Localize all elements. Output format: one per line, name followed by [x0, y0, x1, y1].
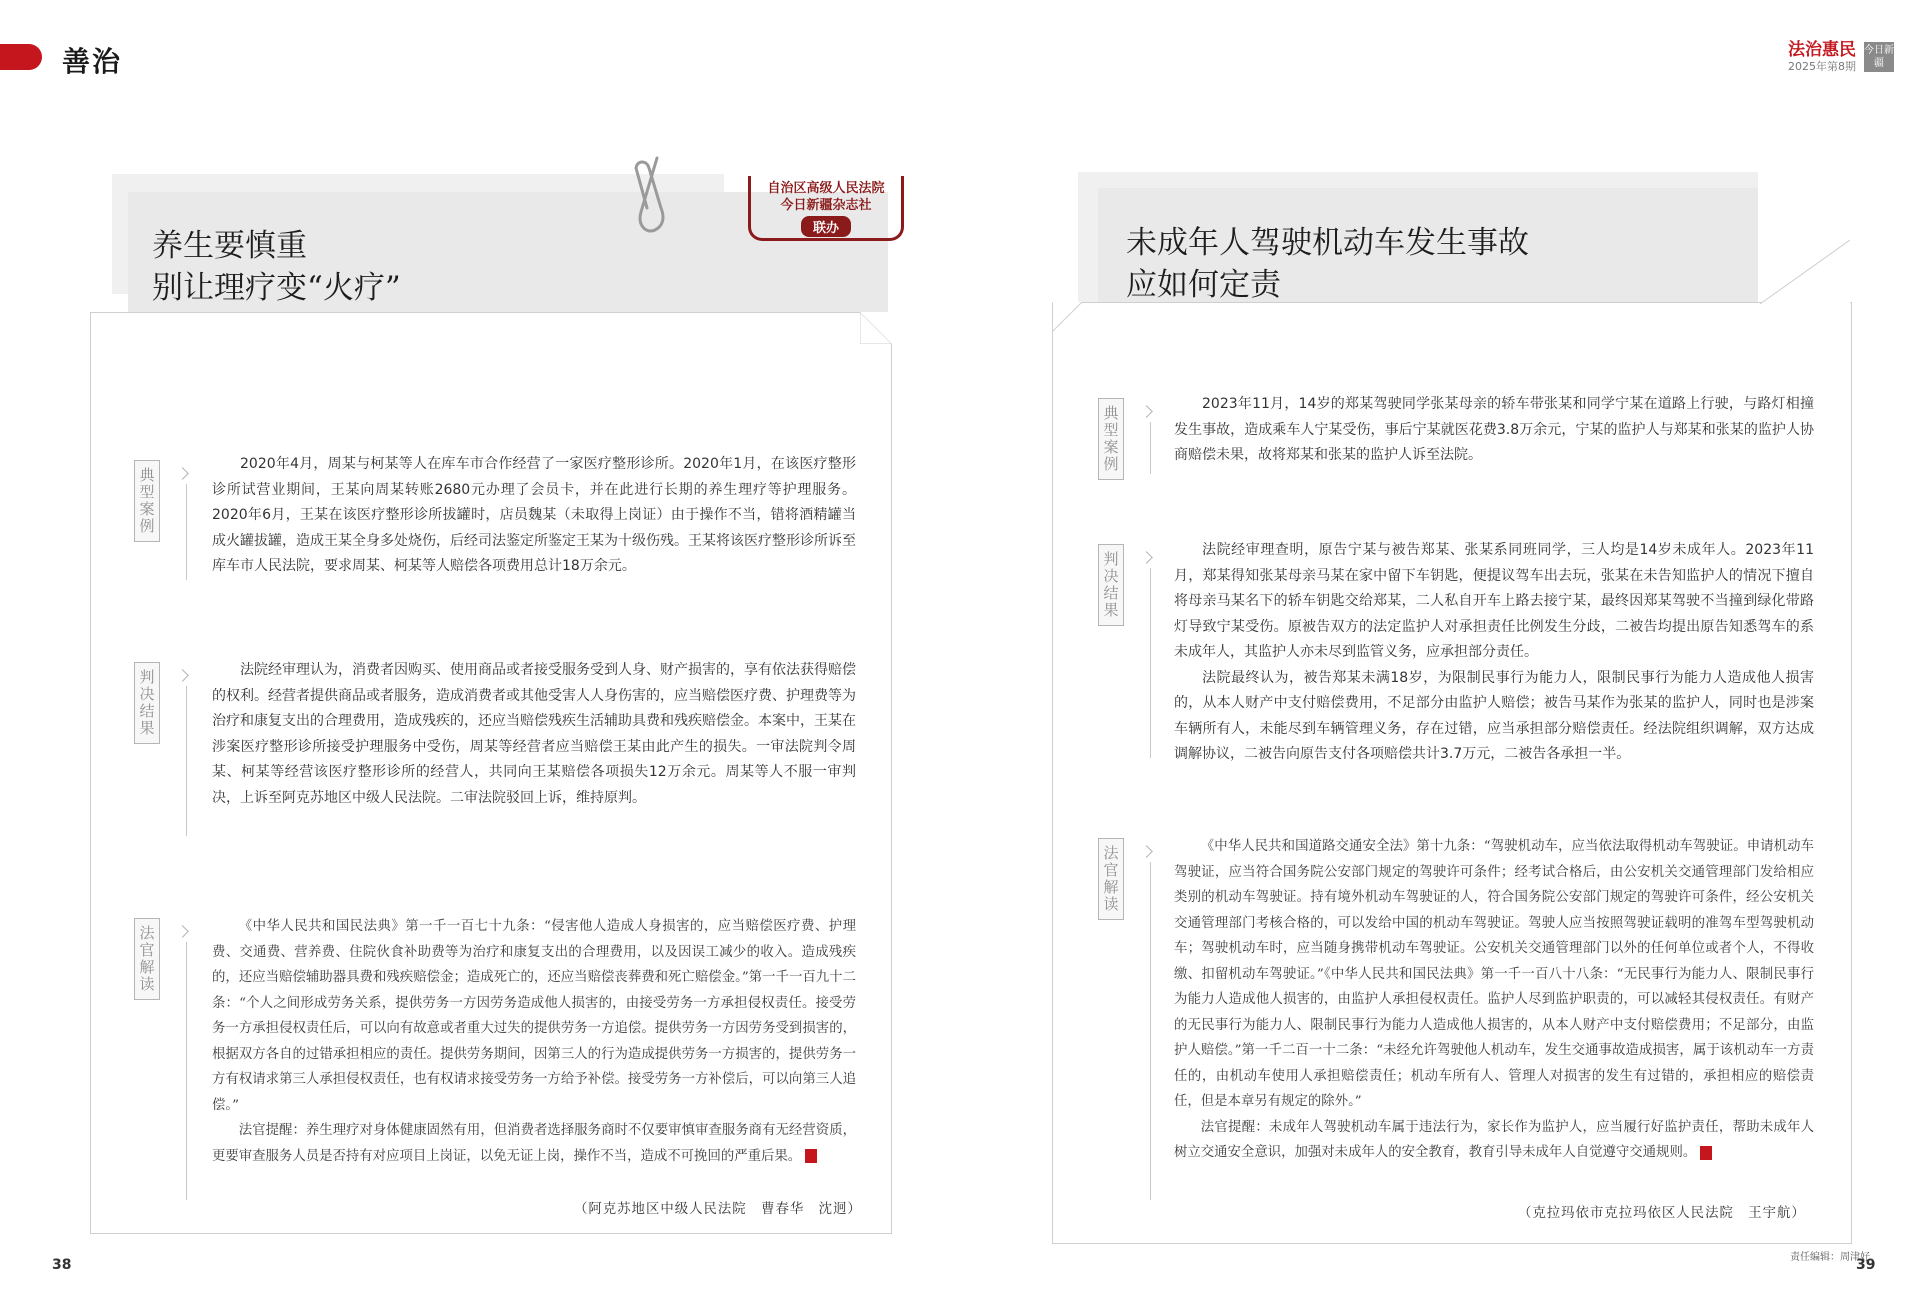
badge-joint: 联办 — [801, 216, 851, 237]
right-title-line1: 未成年人驾驶机动车发生事故 — [1126, 225, 1529, 261]
left-tab-judge: 法官解读 — [134, 918, 160, 1000]
right-credit: （克拉玛依市克拉玛依区人民法院 王宇航） — [1518, 1206, 1806, 1221]
left-tab-case-line — [186, 484, 187, 580]
right-tab-verdict: 判决结果 — [1098, 544, 1124, 626]
left-fold-corner — [860, 312, 892, 344]
right-tab-case-line — [1150, 422, 1151, 474]
right-verdict-paragraph-2: 法院最终认为，被告郑某未满18岁，为限制民事行为能力人，限制民事行为能力人造成他人损害的，从本人财产中支付赔偿费用，不足部分由监护人赔偿；被告马某作为张某的监护人，同时也是涉案车辆所有人，未能尽到车辆管理义务，存在过错，应当承担部分赔偿责任。经法院组织调解，双方达成调解协议，二被告向原告支付各项赔偿共计3.7万元，二被告各承担一半。 — [1174, 669, 1814, 762]
right-law-text — [1174, 834, 1814, 1166]
section-title: 善治 — [62, 45, 123, 78]
right-tab-judge-line — [1150, 862, 1151, 1200]
brand-name: 法治惠民 — [1788, 40, 1856, 60]
right-tip-text: 法官提醒：未成年人驾驶机动车属于违法行为，家长作为监护人，应当履行好监护责任，帮助未成年人树立交通安全意识，加强对未成年人的安全教育，教育引导未成年人自觉遵守交通规则。 — [1174, 1119, 1814, 1160]
brand-issue: 2025年第8期 — [1788, 60, 1856, 73]
section-marker — [0, 44, 42, 70]
left-tab-verdict: 判决结果 — [134, 662, 160, 744]
right-verdict-paragraph-1: 法院经审理查明，原告宁某与被告郑某、张某系同班同学，三人均是14岁未成年人。2023年11月，郑某得知张某母亲马某在家中留下车钥匙，便提议驾车出去玩，张某在未告知监护人的情况下擅自将母亲马某名下的轿车钥匙交给郑某，二人私自开车上路去接宁某，最终因郑某驾驶不当撞到绿化带路灯导致宁某受伤。原被告双方的法定监护人对承担责任比例发生分歧，二被告均提出原告知悉驾车的系未成年人，其监护人亦未尽到监管义务，应承担部分责任。 — [1174, 542, 1814, 660]
right-tab-verdict-line — [1150, 568, 1151, 758]
left-tab-case: 典型案例 — [134, 460, 160, 542]
left-verdict-paragraph: 法院经审理认为，消费者因购买、使用商品或者接受服务受到人身、财产损害的，享有依法获得赔偿的权利。经营者提供商品或者服务，造成消费者或其他受害人人身伤害的，应当赔偿医疗费、护理费等为治疗和康复支出的合理费用，造成残疾的，还应当赔偿残疾生活辅助具费和残疾赔偿金。本案中，王某在涉案医疗整形诊所接受护理服务中受伤，周某等经营者应当赔偿王某由此产生的损失。一审法院判令周某、柯某等经营该医疗整形诊所的经营人，共同向王某赔偿各项损失12万余元。周某等人不服一审判决，上诉至阿克苏地区中级人民法院。二审法院驳回上诉，维持原判。 — [212, 662, 856, 806]
left-tab-judge-line — [186, 942, 187, 1200]
left-credit: （阿克苏地区中级人民法院 曹春华 沈迥） — [574, 1202, 862, 1217]
left-law-text — [212, 914, 856, 1169]
right-fold-corner — [1052, 302, 1082, 332]
right-article-title — [1126, 222, 1726, 306]
right-page-number: 39 — [1856, 1257, 1876, 1273]
left-tab-verdict-line — [186, 686, 187, 836]
left-tip-text: 法官提醒：养生理疗对身体健康固然有用，但消费者选择服务商时不仅要审慎审查服务商有无经营资质，更要审查服务人员是否持有对应项目上岗证，以免无证上岗，操作不当，造成不可挽回的严重后果。 — [212, 1123, 856, 1164]
left-article-title — [152, 225, 672, 309]
end-mark-icon — [1700, 1146, 1712, 1160]
left-case-text — [212, 452, 856, 580]
right-case-paragraph: 2023年11月，14岁的郑某驾驶同学张某母亲的轿车带张某和同学宁某在道路上行驶，与路灯相撞发生事故，造成乘车人宁某受伤，事后宁某就医花费3.8万余元，宁某的监护人与郑某和张某的监护人协商赔偿未果，故将郑某和张某的监护人诉至法院。 — [1174, 396, 1814, 463]
co-host-badge — [748, 176, 904, 241]
left-verdict-text — [212, 658, 856, 811]
left-title-line1: 养生要慎重 — [152, 228, 307, 264]
right-title-line2: 应如何定责 — [1126, 267, 1281, 303]
right-verdict-text — [1174, 538, 1814, 768]
right-frame-notch — [1760, 240, 1850, 304]
left-law-paragraph: 《中华人民共和国民法典》第一千一百七十九条：“侵害他人造成人身损害的，应当赔偿医疗费、护理费、交通费、营养费、住院伙食补助费等为治疗和康复支出的合理费用，以及因误工减少的收入。造成残疾的，还应当赔偿辅助器具费和残疾赔偿金；造成死亡的，还应当赔偿丧葬费和死亡赔偿金。”第一千一百九十二条：“个人之间形成劳务关系，提供劳务一方因劳务造成他人损害的，由接受劳务一方承担侵权责任。接受劳务一方承担侵权责任后，可以向有故意或者重大过失的提供劳务一方追偿。提供劳务一方因劳务受到损害的，根据双方各自的过错承担相应的责任。提供劳务期间，因第三人的行为造成提供劳务一方损害的，提供劳务一方有权请求第三人承担侵权责任，也有权请求接受劳务一方给予补偿。接受劳务一方补偿后，可以向第三人追偿。” — [212, 919, 856, 1113]
right-tab-judge: 法官解读 — [1098, 838, 1124, 920]
brand-logo: 今日新疆 — [1864, 42, 1894, 72]
left-title-line2: 别让理疗变“火疗” — [152, 270, 401, 306]
badge-line2: 今日新疆杂志社 — [780, 198, 872, 213]
left-tip-paragraph — [212, 1118, 856, 1169]
right-law-paragraph: 《中华人民共和国道路交通安全法》第十九条：“驾驶机动车，应当依法取得机动车驾驶证。申请机动车驾驶证，应当符合国务院公安部门规定的驾驶许可条件；经考试合格后，由公安机关交通管理部门发给相应类别的机动车驾驶证。持有境外机动车驾驶证的人，符合国务院公安部门规定的驾驶许可条件，经公安机关交通管理部门考核合格的，可以发给中国的机动车驾驶证。驾驶人应当按照驾驶证载明的准驾车型驾驶机动车；驾驶机动车时，应当随身携带机动车驾驶证。公安机关交通管理部门以外的任何单位或者个人，不得收缴、扣留机动车驾驶证。”《中华人民共和国民法典》第一千一百八十八条：“无民事行为能力人、限制民事行为能力人造成他人损害的，由监护人承担侵权责任。监护人尽到监护职责的，可以减轻其侵权责任。有财产的无民事行为能力人、限制民事行为能力人造成他人损害的，从本人财产中支付赔偿费用；不足部分，由监护人赔偿。”第一千二百一十二条：“未经允许驾驶他人机动车，发生交通事故造成损害，属于该机动车一方责任的，由机动车使用人承担赔偿责任；机动车所有人、管理人对损害的发生有过错的，承担相应的赔偿责任，但是本章另有规定的除外。” — [1174, 839, 1814, 1109]
magazine-brand — [1788, 40, 1856, 74]
paperclip-icon — [627, 150, 671, 246]
right-tab-case: 典型案例 — [1098, 398, 1124, 480]
end-mark-icon — [805, 1149, 817, 1163]
left-page-number: 38 — [52, 1257, 72, 1273]
right-case-text — [1174, 392, 1814, 469]
editor-credit: 责任编辑：周津好 — [1790, 1252, 1870, 1263]
badge-line1: 自治区高级人民法院 — [767, 181, 885, 196]
left-case-paragraph: 2020年4月，周某与柯某等人在库车市合作经营了一家医疗整形诊所。2020年1月，在该医疗整形诊所试营业期间，王某向周某转账2680元办理了会员卡，并在此进行长期的养生理疗等护理服务。2020年6月，王某在该医疗整形诊所拔罐时，店员魏某（未取得上岗证）由于操作不当，错将酒精罐当成火罐拔罐，造成王某全身多处烧伤，后经司法鉴定所鉴定王某为十级伤残。王某将该医疗整形诊所诉至库车市人民法院，要求周某、柯某等人赔偿各项费用总计18万余元。 — [212, 456, 856, 574]
right-tip-paragraph — [1174, 1115, 1814, 1166]
